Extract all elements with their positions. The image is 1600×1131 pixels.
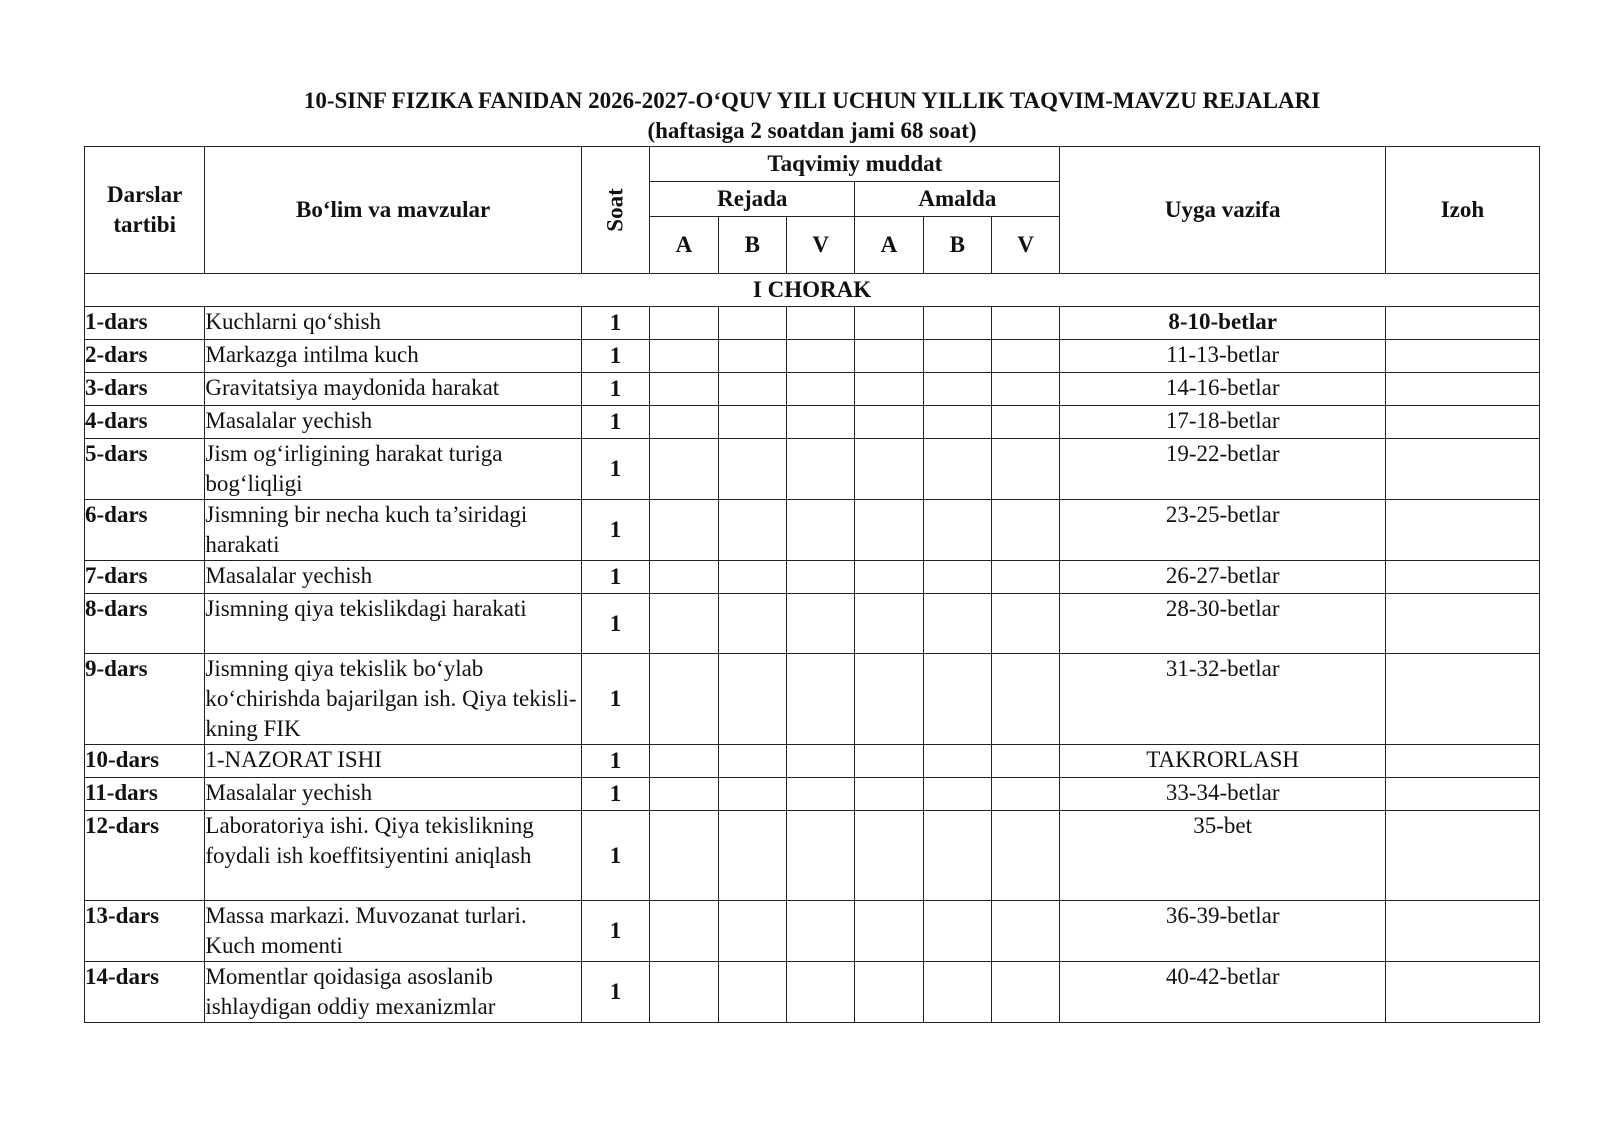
date-planned-b xyxy=(718,439,786,500)
lesson-note xyxy=(1385,594,1539,654)
table-row xyxy=(85,373,1540,406)
date-actual-b xyxy=(923,654,991,745)
document-title xyxy=(84,86,1540,146)
calendar-plan-table xyxy=(84,146,1540,1023)
lesson-number: 14-dars xyxy=(85,962,205,1023)
lesson-hours: 1 xyxy=(581,406,649,439)
lesson-hours: 1 xyxy=(581,307,649,340)
lesson-homework: 28-30-betlar xyxy=(1060,594,1385,654)
lesson-number: 8-dars xyxy=(85,594,205,654)
lesson-homework: 26-27-betlar xyxy=(1060,561,1385,594)
header-homework: Uyga vazifa xyxy=(1060,147,1385,274)
date-planned-v xyxy=(786,439,854,500)
date-actual-v xyxy=(992,307,1060,340)
title-line-2: (haftasiga 2 soatdan jami 68 soat) xyxy=(647,118,977,143)
date-planned-a xyxy=(650,439,718,500)
date-planned-a xyxy=(650,340,718,373)
date-actual-v xyxy=(992,745,1060,778)
date-planned-v xyxy=(786,500,854,561)
date-actual-a xyxy=(855,594,923,654)
header-note: Izoh xyxy=(1385,147,1539,274)
table-row xyxy=(85,340,1540,373)
lesson-note xyxy=(1385,406,1539,439)
date-planned-a xyxy=(650,811,718,901)
date-planned-v xyxy=(786,406,854,439)
lesson-topic: Markazga intilma kuch xyxy=(205,340,581,373)
lesson-homework: TAKRORLASH xyxy=(1060,745,1385,778)
date-planned-a xyxy=(650,500,718,561)
lesson-note xyxy=(1385,745,1539,778)
header-order: Darslar tartibi xyxy=(85,147,205,274)
date-actual-b xyxy=(923,901,991,962)
date-actual-b xyxy=(923,406,991,439)
date-planned-a xyxy=(650,778,718,811)
table-row xyxy=(85,594,1540,654)
lesson-note xyxy=(1385,561,1539,594)
date-planned-a xyxy=(650,745,718,778)
header-class-actual-v: V xyxy=(992,217,1060,274)
lesson-topic: Gravitatsiya maydonida harakat xyxy=(205,373,581,406)
title-line-1: 10-SINF FIZIKA FANIDAN 2026-2027-O‘QUV YILI UCHUN YILLIK TAQVIM-MAVZU REJALARI xyxy=(303,88,1321,113)
lesson-topic: Jismning qiya tekislik bo‘ylab ko‘chirishda bajarilgan ish. Qiya tekisli-kning FIK xyxy=(205,654,581,745)
date-planned-b xyxy=(718,594,786,654)
lesson-hours: 1 xyxy=(581,962,649,1023)
date-actual-v xyxy=(992,340,1060,373)
lesson-note xyxy=(1385,340,1539,373)
header-hours: Soat xyxy=(581,147,649,274)
date-planned-v xyxy=(786,962,854,1023)
lesson-homework: 11-13-betlar xyxy=(1060,340,1385,373)
lesson-topic: Masalalar yechish xyxy=(205,561,581,594)
date-planned-b xyxy=(718,745,786,778)
date-actual-a xyxy=(855,500,923,561)
date-actual-v xyxy=(992,561,1060,594)
date-actual-b xyxy=(923,962,991,1023)
header-schedule: Taqvimiy muddat xyxy=(650,147,1060,182)
lesson-topic: Jismning bir necha kuch ta’siridagi harakati xyxy=(205,500,581,561)
date-actual-a xyxy=(855,778,923,811)
lesson-topic: 1-NAZORAT ISHI xyxy=(205,745,581,778)
date-actual-v xyxy=(992,811,1060,901)
lesson-hours: 1 xyxy=(581,811,649,901)
lesson-number: 6-dars xyxy=(85,500,205,561)
date-planned-b xyxy=(718,340,786,373)
header-planned: Rejada xyxy=(650,182,855,217)
lesson-hours: 1 xyxy=(581,439,649,500)
table-row xyxy=(85,962,1540,1023)
lesson-number: 9-dars xyxy=(85,654,205,745)
date-actual-b xyxy=(923,594,991,654)
date-actual-v xyxy=(992,654,1060,745)
lesson-number: 11-dars xyxy=(85,778,205,811)
date-planned-v xyxy=(786,340,854,373)
lesson-homework: 17-18-betlar xyxy=(1060,406,1385,439)
header-class-planned-a: A xyxy=(650,217,718,274)
table-row xyxy=(85,439,1540,500)
lesson-number: 2-dars xyxy=(85,340,205,373)
date-actual-b xyxy=(923,439,991,500)
lesson-number: 10-dars xyxy=(85,745,205,778)
date-planned-b xyxy=(718,901,786,962)
header-actual: Amalda xyxy=(855,182,1060,217)
lesson-number: 1-dars xyxy=(85,307,205,340)
date-actual-a xyxy=(855,307,923,340)
table-row xyxy=(85,778,1540,811)
lesson-homework: 40-42-betlar xyxy=(1060,962,1385,1023)
date-planned-v xyxy=(786,811,854,901)
table-row xyxy=(85,811,1540,901)
lesson-note xyxy=(1385,373,1539,406)
date-actual-v xyxy=(992,901,1060,962)
date-planned-a xyxy=(650,406,718,439)
date-planned-a xyxy=(650,307,718,340)
date-actual-b xyxy=(923,373,991,406)
header-topics: Bo‘lim va mavzular xyxy=(205,147,581,274)
date-planned-b xyxy=(718,654,786,745)
date-planned-v xyxy=(786,307,854,340)
date-planned-v xyxy=(786,594,854,654)
lesson-hours: 1 xyxy=(581,500,649,561)
lesson-number: 4-dars xyxy=(85,406,205,439)
date-planned-v xyxy=(786,654,854,745)
date-actual-b xyxy=(923,340,991,373)
lesson-note xyxy=(1385,439,1539,500)
lesson-homework: 19-22-betlar xyxy=(1060,439,1385,500)
date-actual-b xyxy=(923,745,991,778)
table-row xyxy=(85,745,1540,778)
date-planned-b xyxy=(718,778,786,811)
lesson-homework: 14-16-betlar xyxy=(1060,373,1385,406)
date-actual-v xyxy=(992,962,1060,1023)
quarter-heading: I CHORAK xyxy=(85,274,1540,307)
header-class-actual-b: B xyxy=(923,217,991,274)
date-actual-v xyxy=(992,500,1060,561)
date-planned-b xyxy=(718,307,786,340)
lesson-topic: Jism og‘irligining harakat turiga bog‘liqligi xyxy=(205,439,581,500)
lesson-number: 13-dars xyxy=(85,901,205,962)
lesson-hours: 1 xyxy=(581,654,649,745)
header-class-planned-v: V xyxy=(786,217,854,274)
lesson-note xyxy=(1385,811,1539,901)
date-planned-a xyxy=(650,901,718,962)
date-actual-a xyxy=(855,901,923,962)
lesson-note xyxy=(1385,500,1539,561)
date-planned-a xyxy=(650,561,718,594)
date-actual-v xyxy=(992,406,1060,439)
lesson-hours: 1 xyxy=(581,340,649,373)
lesson-note xyxy=(1385,778,1539,811)
date-actual-a xyxy=(855,561,923,594)
date-actual-v xyxy=(992,439,1060,500)
date-planned-a xyxy=(650,594,718,654)
date-planned-v xyxy=(786,778,854,811)
lesson-topic: Kuchlarni qo‘shish xyxy=(205,307,581,340)
date-planned-v xyxy=(786,745,854,778)
lesson-note xyxy=(1385,654,1539,745)
table-row xyxy=(85,406,1540,439)
date-actual-b xyxy=(923,778,991,811)
lesson-topic: Masalalar yechish xyxy=(205,406,581,439)
lesson-hours: 1 xyxy=(581,778,649,811)
date-actual-a xyxy=(855,439,923,500)
lesson-note xyxy=(1385,307,1539,340)
date-actual-v xyxy=(992,594,1060,654)
date-planned-b xyxy=(718,962,786,1023)
date-actual-a xyxy=(855,340,923,373)
date-actual-b xyxy=(923,500,991,561)
lesson-homework: 35-bet xyxy=(1060,811,1385,901)
header-class-planned-b: B xyxy=(718,217,786,274)
lesson-topic: Masalalar yechish xyxy=(205,778,581,811)
table-row xyxy=(85,901,1540,962)
table-row xyxy=(85,561,1540,594)
date-actual-v xyxy=(992,778,1060,811)
lesson-homework: 8-10-betlar xyxy=(1060,307,1385,340)
lesson-hours: 1 xyxy=(581,594,649,654)
date-planned-b xyxy=(718,373,786,406)
lesson-topic: Jismning qiya tekislikdagi harakati xyxy=(205,594,581,654)
lesson-hours: 1 xyxy=(581,561,649,594)
date-actual-a xyxy=(855,406,923,439)
header-class-actual-a: A xyxy=(855,217,923,274)
date-planned-a xyxy=(650,373,718,406)
table-row xyxy=(85,500,1540,561)
lesson-homework: 36-39-betlar xyxy=(1060,901,1385,962)
date-actual-b xyxy=(923,307,991,340)
date-actual-v xyxy=(992,373,1060,406)
date-actual-a xyxy=(855,745,923,778)
lesson-topic: Massa markazi. Muvozanat turlari. Kuch momenti xyxy=(205,901,581,962)
date-planned-b xyxy=(718,811,786,901)
date-planned-a xyxy=(650,962,718,1023)
date-planned-b xyxy=(718,561,786,594)
date-actual-b xyxy=(923,561,991,594)
lesson-hours: 1 xyxy=(581,901,649,962)
date-planned-a xyxy=(650,654,718,745)
lesson-number: 3-dars xyxy=(85,373,205,406)
date-planned-b xyxy=(718,406,786,439)
lesson-homework: 23-25-betlar xyxy=(1060,500,1385,561)
date-actual-a xyxy=(855,654,923,745)
lesson-note xyxy=(1385,962,1539,1023)
lesson-homework: 33-34-betlar xyxy=(1060,778,1385,811)
date-planned-v xyxy=(786,561,854,594)
lesson-number: 7-dars xyxy=(85,561,205,594)
lesson-note xyxy=(1385,901,1539,962)
lesson-number: 5-dars xyxy=(85,439,205,500)
date-planned-v xyxy=(786,373,854,406)
table-row xyxy=(85,307,1540,340)
lesson-hours: 1 xyxy=(581,745,649,778)
date-planned-b xyxy=(718,500,786,561)
lesson-topic: Laboratoriya ishi. Qiya tekislikning foydali ish koeffitsiyentini aniqlash xyxy=(205,811,581,901)
date-planned-v xyxy=(786,901,854,962)
date-actual-a xyxy=(855,962,923,1023)
table-row xyxy=(85,654,1540,745)
date-actual-b xyxy=(923,811,991,901)
lesson-topic: Momentlar qoidasiga asoslanib ishlaydigan oddiy mexanizmlar xyxy=(205,962,581,1023)
date-actual-a xyxy=(855,811,923,901)
date-actual-a xyxy=(855,373,923,406)
lesson-number: 12-dars xyxy=(85,811,205,901)
lesson-homework: 31-32-betlar xyxy=(1060,654,1385,745)
lesson-hours: 1 xyxy=(581,373,649,406)
